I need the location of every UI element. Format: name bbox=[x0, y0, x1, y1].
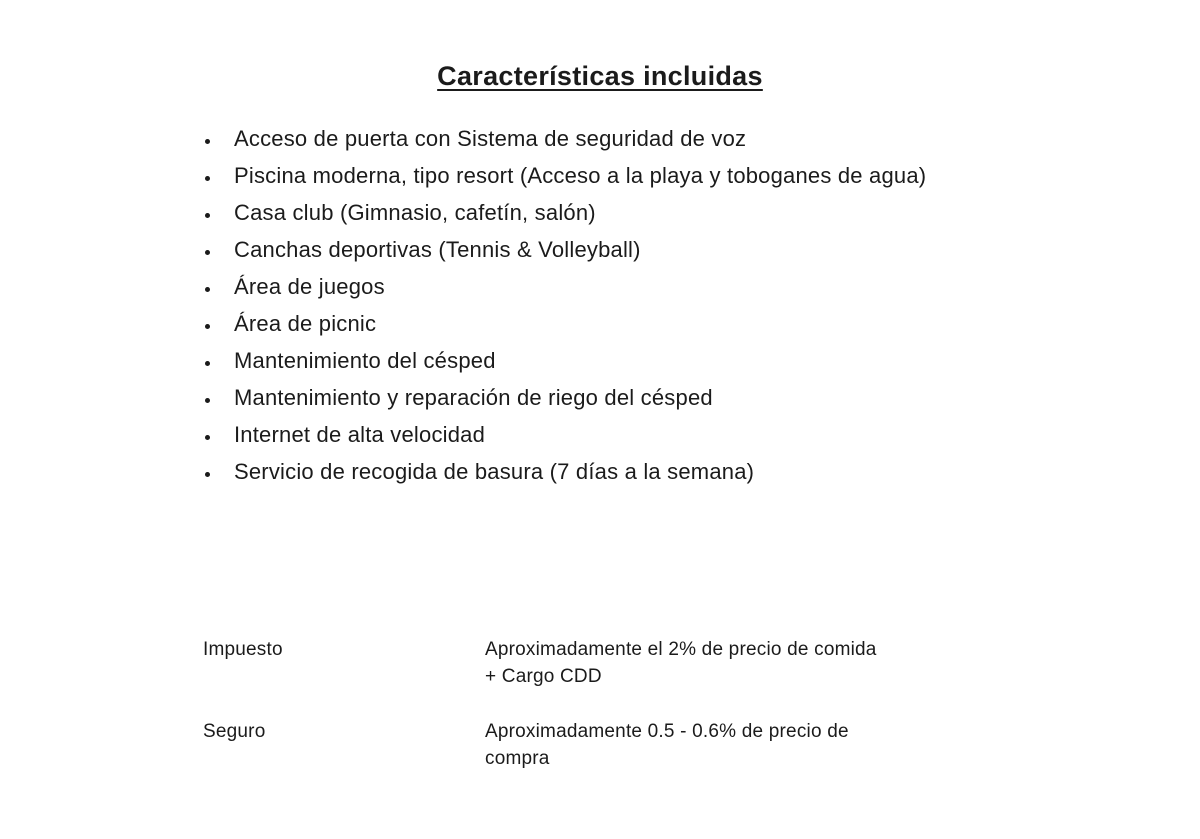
feature-item: • Mantenimiento del césped bbox=[222, 342, 1200, 379]
page-title: Características incluidas bbox=[437, 61, 763, 91]
detail-value-line: + Cargo CDD bbox=[485, 666, 602, 687]
detail-label-seguro: Seguro bbox=[203, 721, 266, 742]
detail-value-impuesto bbox=[485, 636, 1030, 690]
feature-item: • Mantenimiento y reparación de riego del césped bbox=[222, 379, 1200, 416]
detail-value-line: Aproximadamente el 2% de precio de comida bbox=[485, 639, 877, 660]
detail-value-line: compra bbox=[485, 748, 550, 769]
feature-item: • Canchas deportivas (Tennis & Volleyball) bbox=[222, 231, 1200, 268]
features-list bbox=[0, 120, 1200, 490]
detail-row-seguro bbox=[203, 718, 1200, 772]
feature-item: • Servicio de recogida de basura (7 días a la semana) bbox=[222, 453, 1200, 490]
detail-value-line: Aproximadamente 0.5 - 0.6% de precio de bbox=[485, 721, 849, 742]
detail-row-impuesto bbox=[203, 636, 1200, 690]
feature-item: • Área de juegos bbox=[222, 268, 1200, 305]
feature-item: • Piscina moderna, tipo resort (Acceso a la playa y toboganes de agua) bbox=[222, 157, 1200, 194]
detail-label-impuesto: Impuesto bbox=[203, 639, 283, 660]
detail-value-seguro bbox=[485, 718, 1030, 772]
feature-item: • Casa club (Gimnasio, cafetín, salón) bbox=[222, 194, 1200, 231]
feature-item: • Área de picnic bbox=[222, 305, 1200, 342]
cost-details-section bbox=[203, 636, 1200, 772]
feature-item: • Acceso de puerta con Sistema de seguridad de voz bbox=[222, 120, 1200, 157]
document-page bbox=[0, 58, 1200, 839]
feature-item: • Internet de alta velocidad bbox=[222, 416, 1200, 453]
